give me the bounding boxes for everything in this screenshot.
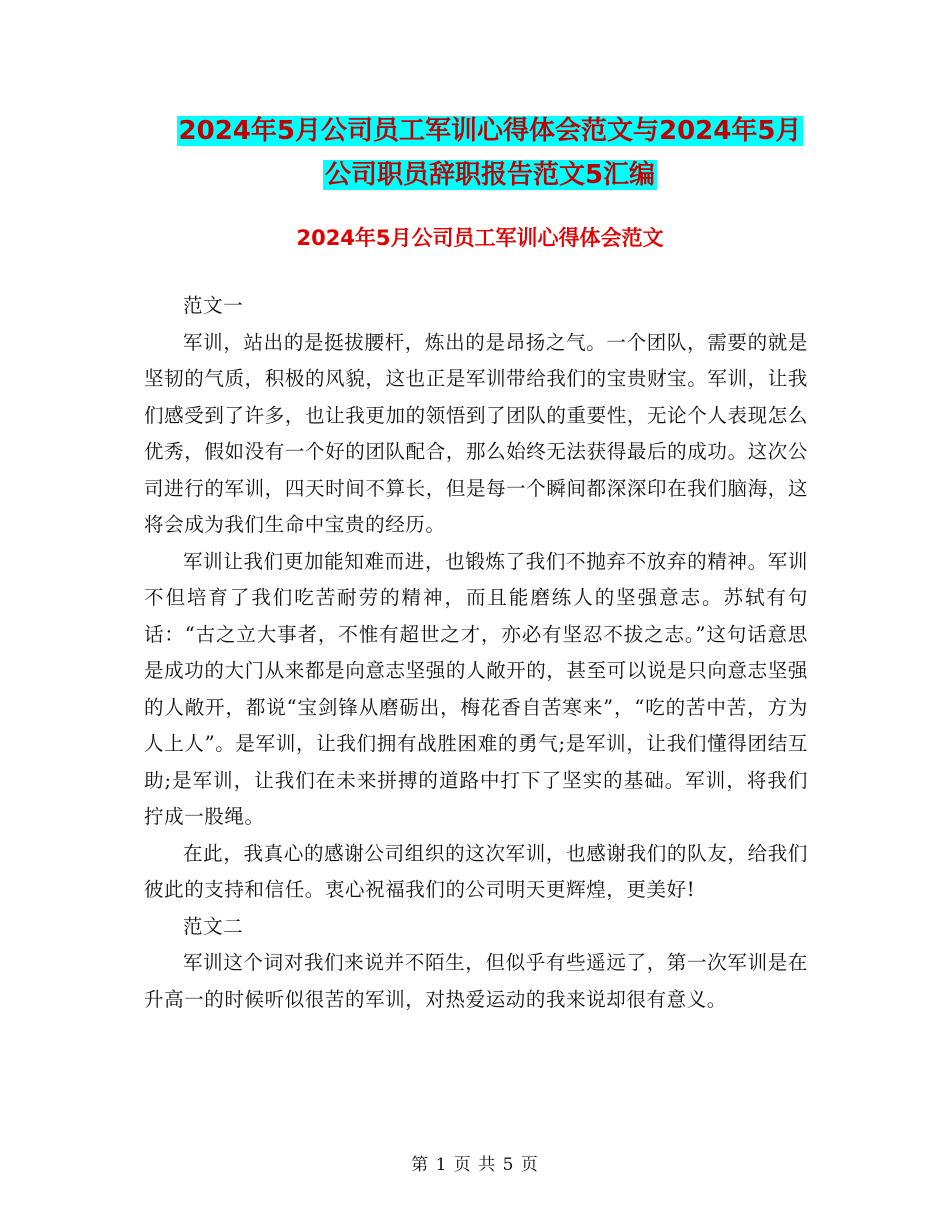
- document-body: [144, 288, 808, 1018]
- paragraph: 在此，我真心的感谢公司组织的这次军训，也感谢我们的队友，给我们彼此的支持和信任。衷心祝福我们的公司明天更辉煌，更美好!: [144, 841, 808, 901]
- paragraph: 军训这个词对我们来说并不陌生，但似乎有些遥远了，第一次军训是在升高一的时候听似很苦的军训，对热爱运动的我来说却很有意义。: [144, 951, 808, 1011]
- page-footer: 第 1 页 共 5 页: [411, 1155, 539, 1175]
- main-title-line-2-text: 公司职员辞职报告范文5汇编: [324, 160, 656, 190]
- paragraph: 军训，站出的是挺拔腰杆，炼出的是昂扬之气。一个团队，需要的就是坚韧的气质，积极的风貌，这也正是军训带给我们的宝贵财宝。军训，让我们感受到了许多，也让我更加的领悟到了团队的重要性，无论个人表现怎么优秀，假如没有一个好的团队配合，那么始终无法获得最后的成功。这次公司进行的军训，四天时间不算长，但是每一个瞬间都深深印在我们脑海，这将会成为我们生命中宝贵的经历。: [144, 330, 808, 536]
- paragraph: 军训让我们更加能知难而进，也锻炼了我们不抛弃不放弃的精神。军训不但培育了我们吃苦耐劳的精神，而且能磨练人的坚强意志。苏轼有句话：“古之立大事者，不惟有超世之才，亦必有坚忍不拔之志。”这句话意思是成功的大门从来都是向意志坚强的人敞开的，甚至可以说是只向意志坚强的人敞开，都说“宝剑锋从磨砺出，梅花香自苦寒来”，“吃的苦中苦，方为人上人”。是军训，让我们拥有战胜困难的勇气;是军训，让我们懂得团结互助;是军训，让我们在未来拼搏的道路中打下了坚实的基础。军训，将我们拧成一股绳。: [144, 549, 808, 828]
- section-title: 2024年5月公司员工军训心得体会范文: [296, 226, 664, 250]
- main-title-line-2: [140, 152, 840, 198]
- main-title-line-1-text: 2024年5月公司员工军训心得体会范文与2024年5月: [178, 116, 802, 146]
- main-title-line-1: [140, 108, 840, 154]
- paragraph-label-1: 范文一: [183, 294, 244, 317]
- paragraph-label-2: 范文二: [183, 914, 244, 938]
